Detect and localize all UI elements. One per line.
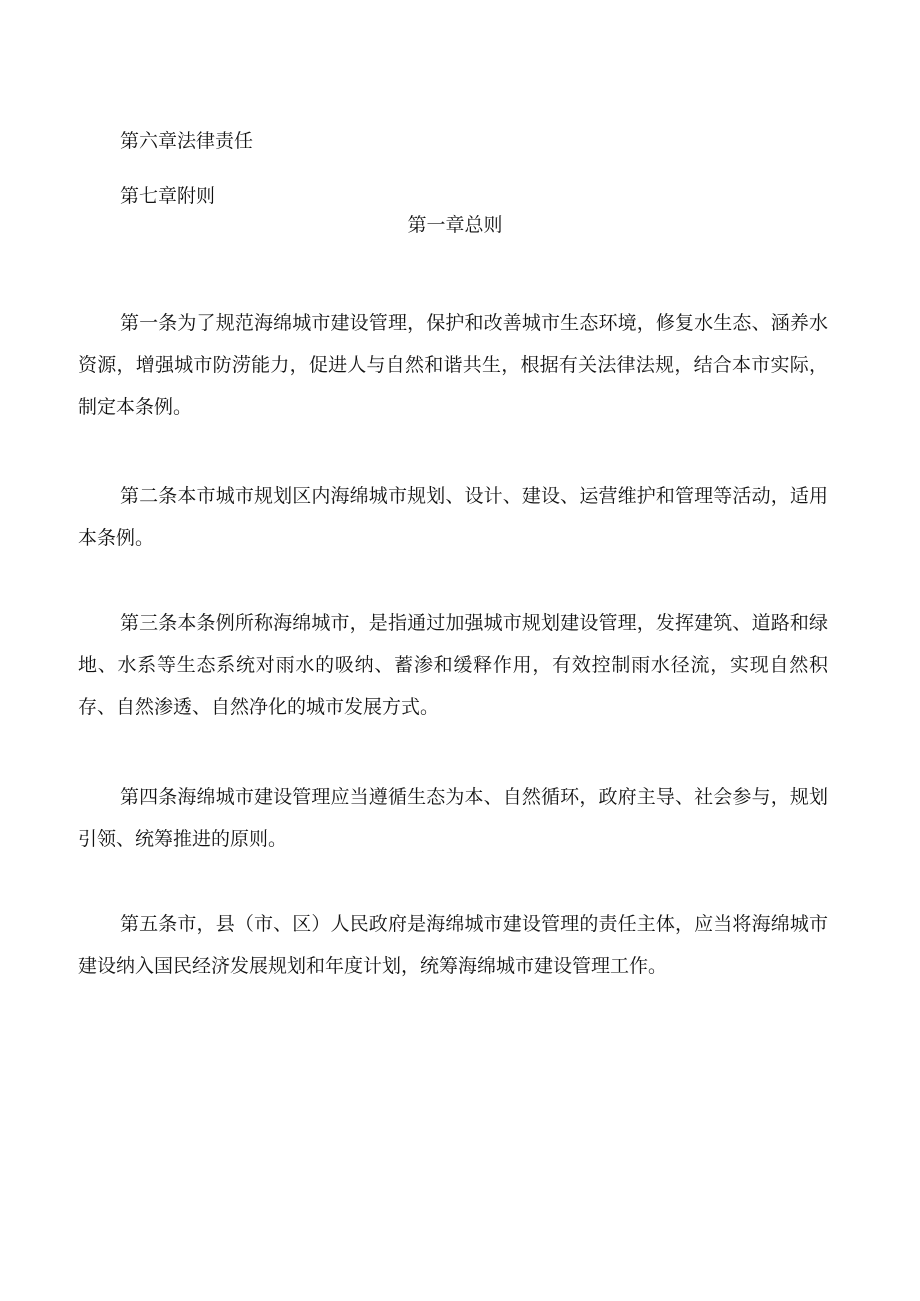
article-4: 第四条海绵城市建设管理应当遵循生态为本、自然循环，政府主导、社会参与，规划引领、统筹推进的原则。 — [78, 786, 828, 850]
toc-chapter-7: 第七章附则 — [120, 185, 216, 207]
article-1: 第一条为了规范海绵城市建设管理，保护和改善城市生态环境，修复水生态、涵养水资源，增强城市防涝能力，促进人与自然和谐共生，根据有关法律法规，结合本市实际，制定本条例。 — [78, 312, 828, 418]
chapter-1-title: 第一章总则 — [407, 214, 503, 236]
article-3: 第三条本条例所称海绵城市，是指通过加强城市规划建设管理，发挥建筑、道路和绿地、水系等生态系统对雨水的吸纳、蓄渗和缓释作用，有效控制雨水径流，实现自然积存、自然渗透、自然净化的城市发展方式。 — [78, 612, 828, 718]
article-2: 第二条本市城市规划区内海绵城市规划、设计、建设、运营维护和管理等活动，适用本条例。 — [78, 485, 828, 549]
article-5: 第五条市，县（市、区）人民政府是海绵城市建设管理的责任主体，应当将海绵城市建设纳入国民经济发展规划和年度计划，统筹海绵城市建设管理工作。 — [78, 913, 828, 977]
toc-chapter-6: 第六章法律责任 — [120, 130, 254, 152]
